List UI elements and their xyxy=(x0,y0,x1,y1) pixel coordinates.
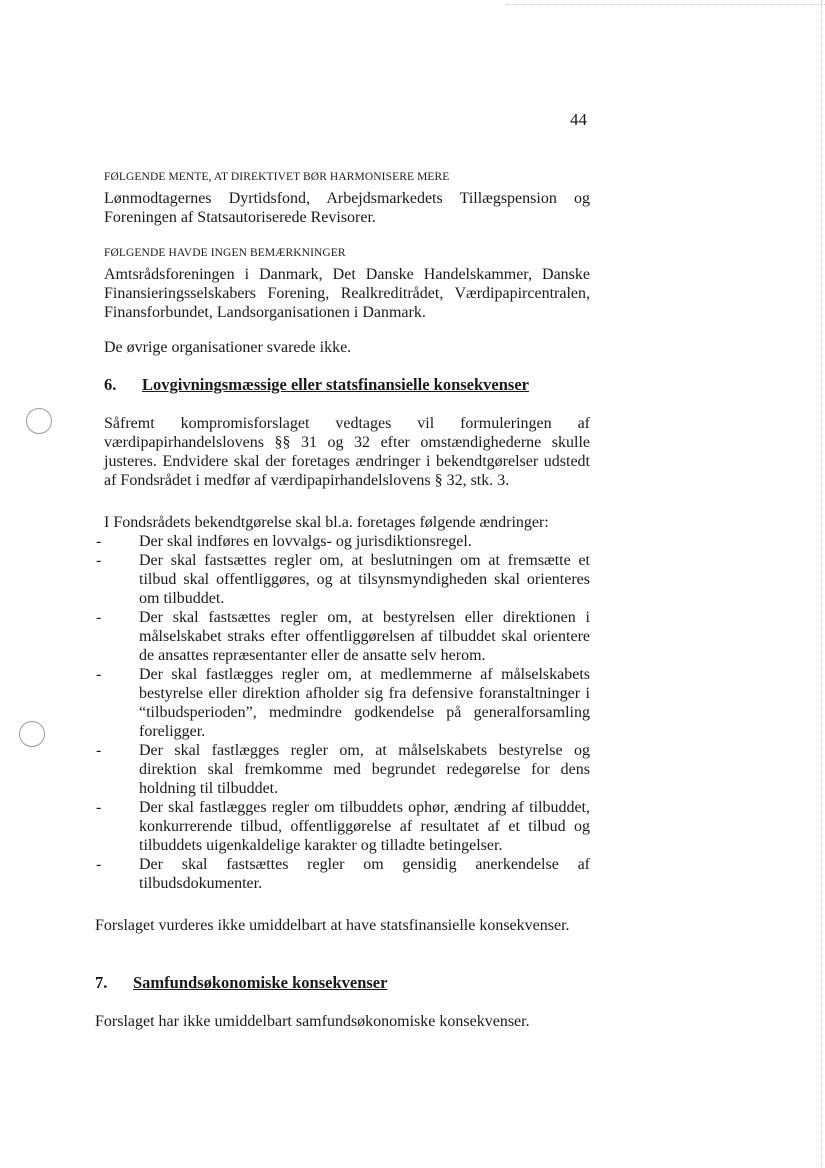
amendment-list-item xyxy=(96,665,590,741)
page-number: 44 xyxy=(570,110,587,129)
amendment-text: Der skal fastlægges regler om, at medlemmerne af målselskabets bestyrelse eller direktion afholder sig fra defensive foranstaltninger i “tilbudsperioden”, medmindre godkendelse på generalforsamling foreligger. xyxy=(139,666,590,740)
section-7-text: Forslaget har ikke umiddelbart samfundsøkonomiske konsekvenser. xyxy=(95,1013,530,1030)
amendment-list-item xyxy=(96,798,590,855)
group1-text: Lønmodtagernes Dyrtidsfond, Arbejdsmarkedets Tillægspension og Foreningen af Statsautoriserede Revisorer. xyxy=(104,190,590,226)
group-no-remarks xyxy=(104,244,590,322)
amendment-list-item xyxy=(96,741,590,798)
section-6-closing: Forslaget vurderes ikke umiddelbart at have statsfinansielle konsekvenser. xyxy=(95,917,570,934)
bullet-dash: - xyxy=(96,742,102,759)
amendment-text: Der skal fastsættes regler om, at beslutningen om at fremsætte et tilbud skal offentliggøres, og at tilsynsmyndigheden skal orienteres om tilbuddet. xyxy=(139,552,590,607)
amendment-text: Der skal fastsættes regler om, at bestyrelsen eller direktionen i målselskabet straks efter offentliggørelsen af tilbuddet skal orientere de ansattes repræsentanter eller de ansatte selv herom. xyxy=(139,609,590,664)
section-6-intro: I Fondsrådets bekendtgørelse skal bl.a. foretages følgende ændringer: xyxy=(104,514,549,531)
section-6-heading xyxy=(104,375,584,397)
group2-heading: FØLGENDE HAVDE INGEN BEMÆRKNINGER xyxy=(104,247,346,259)
bullet-dash: - xyxy=(96,552,102,569)
scan-right-edge xyxy=(821,0,822,1168)
group1-heading: FØLGENDE MENTE, AT DIREKTIVET BØR HARMONISERE MERE xyxy=(104,171,450,183)
bullet-dash: - xyxy=(96,609,102,626)
bullet-dash: - xyxy=(96,666,102,683)
others-text: De øvrige organisationer svarede ikke. xyxy=(104,339,352,356)
amendment-list xyxy=(96,532,590,893)
section-7-number: 7. xyxy=(95,973,108,992)
section-6-paragraph: Såfremt kompromisforslaget vedtages vil formuleringen af værdipapirhandelslovens §§ 31 og 32 efter omstændighederne skulle justeres. Endvidere skal der foretages ændringer i bekendtgørelser udstedt af Fondsrådet i medfør af værdipapirhandelslovens § 32, stk. 3. xyxy=(104,415,590,489)
amendment-list-item xyxy=(96,608,590,665)
section-6-title: Lovgivningsmæssige eller statsfinansielle konsekvenser xyxy=(142,375,530,394)
punch-hole-upper xyxy=(26,408,52,434)
amendment-text: Der skal fastsættes regler om gensidig anerkendelse af tilbudsdokumenter. xyxy=(139,856,590,892)
group2-text: Amtsrådsforeningen i Danmark, Det Danske Handelskammer, Danske Finansieringsselskabers Forening, Realkreditrådet, Værdipapircentralen, Finansforbundet, Landsorganisationen i Danmark. xyxy=(104,266,590,321)
amendment-list-item xyxy=(96,855,590,893)
section-6-number: 6. xyxy=(104,375,117,394)
punch-hole-lower xyxy=(19,721,45,747)
bullet-dash: - xyxy=(96,533,102,550)
amendment-text: Der skal fastlægges regler om, at målselskabets bestyrelse og direktion skal fremkomme med begrundet redegørelse for dens holdning til tilbuddet. xyxy=(139,742,590,797)
section-7-title: Samfundsøkonomiske konsekvenser xyxy=(133,973,388,992)
scan-top-edge xyxy=(505,4,825,5)
group-agreed-more-harmonisation xyxy=(104,168,590,227)
section-7-heading xyxy=(95,973,495,995)
amendment-list-item xyxy=(96,532,590,551)
amendment-text: Der skal indføres en lovvalgs- og jurisdiktionsregel. xyxy=(139,533,472,550)
bullet-dash: - xyxy=(96,799,102,816)
bullet-dash: - xyxy=(96,856,102,873)
amendment-text: Der skal fastlægges regler om tilbuddets ophør, ændring af tilbuddet, konkurrerende tilbud, offentliggørelse af resultatet af et tilbud og tilbuddets uigenkaldelige karakter og tilladte betingelser. xyxy=(139,799,590,854)
amendment-list-item xyxy=(96,551,590,608)
